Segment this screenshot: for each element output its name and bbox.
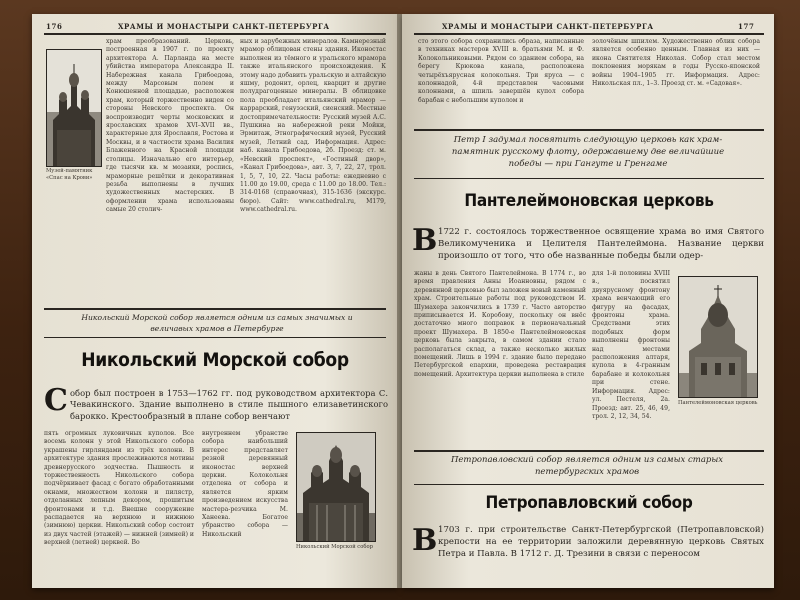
petropavlovsk-quote: Петропавловский собор является одним из самых старых петербургских храмов	[450, 455, 724, 478]
spas-photo-caption: Музей-памятник «Спас на Крови»	[46, 168, 93, 181]
panteleimon-intro: 1722 г. состоялось торжественное освящение храма во имя Святого Великомученика и Целителя Пантелеймона. Название церкви произошло от того, что обе названные победы были одер-	[438, 227, 764, 261]
panteleimon-church-photo	[678, 276, 758, 398]
nikolsky-photo-caption: Никольский Морской собор	[296, 544, 373, 550]
right-running-head: ХРАМЫ И МОНАСТЫРИ САНКТ-ПЕТЕРБУРГА	[442, 22, 654, 31]
nikolsky-cathedral-photo	[296, 432, 376, 542]
right-page	[402, 14, 774, 588]
nikolsky-quote: Никольский Морской собор является одним из самых значимых и величавых храмов в Петербурге	[81, 313, 353, 333]
right-separator-top	[414, 129, 764, 131]
petropavlovsk-heading: Петропавловский собор	[485, 493, 693, 513]
panteleimon-heading: Пантелеймоновская церковь	[464, 191, 714, 211]
nikolsky-intro: обор был построен в 1753—1762 гг. под руководством архитектора С. Чевакинского. Здание выполнено в стиле пышного елизаветинского барокко. Крестообразный в плане собор венчают	[70, 388, 388, 421]
panteleimon-column-1: жаны в день Святого Пантелеймона. В 1774 г., во время правления Анны Иоанновны, рядом с деревянной церковью был заложен новый каменный храм. Строительные работы под руководством И. Шумахера закончились в 1739 г. Часто авторство приписывается И. Коробову, поскольку он внёс достаточно много поправок в первоначальный проект Шумахера. В 1850-е Пантелеймоновская церковь была закрыта, в самом здании стало располагаться склад, а также несколько жилых помещений. Лишь в 1994 г. здание было передано Петербургской епархии, проведена реставрация помещений. Архитектура церкви выполнена в стиле	[414, 270, 586, 378]
nikolsky-heading: Никольский Морской собор	[81, 349, 349, 371]
petropavlovsk-dropcap: В	[412, 523, 438, 558]
nikolsky-dropcap: С	[44, 383, 68, 418]
left-separator-bottom	[44, 337, 386, 338]
right-separator-bottom	[414, 178, 764, 179]
panteleimon-photo-caption: Пантелеймоновская церковь	[678, 400, 758, 406]
panteleimon-dropcap: В	[412, 223, 438, 258]
spas-na-krovi-photo	[46, 49, 102, 167]
right-head-rule	[414, 33, 764, 35]
right-top-column-2: золочёным шпилем. Художественно облик собора является особенно ценным. Главная из них — икона Святителя Николая. Собор стал местом поклонения морякам в годы Русско-японской войны 1904–1905 гг. Информация. Адрес: Никольская пл., 1–3. Проезд ст. м. «Садовая».	[592, 38, 760, 88]
nikolsky-column-2: внутреннем убранстве собора наибольший интерес представляет резной деревянный иконостас верхней церкви. Колокольня отделена от собора и является ярким произведением искусства мастера-резчика М. Ханеева. Богатое убранство собора — Никольский	[202, 430, 288, 538]
petropavlovsk-intro: 1703 г. при строительстве Санкт-Петербургской (Петропавловской) крепости на ее территории заложили деревянную церковь Святых Петра и Павла. В 1712 г. Д. Трезини в связи с переносом	[438, 525, 764, 559]
right-separator-2-bottom	[414, 484, 764, 485]
right-top-column-1: сто этого собора сохранились образа, написанные в техниках мастеров XVIII в. братьями М. и Ф. Колокольниковыми. Рядом со зданием собора, на берегу Крюкова канала, расположена четырёхъярусная колокольня. Три яруса — с колоннадой, 4-й представлен часовыми колоннами, а шпиль завершён купол собора барабан с небольшим куполом и	[418, 38, 584, 104]
right-page-number: 177	[738, 22, 755, 31]
left-top-column-1: храм преобразований. Церковь, построенная в 1907 г. по проекту архитектора А. Парланда на месте убийства императора Александра II. Набережная канала Грибоедова, между Марсовым полем и Конюшенной площадью, расположен храм, который торжественно виден со стороны Невского проспекта. Он воспроизводит черты московских и ярославских храмов XVI–XVII вв., характерные для Ярославля, Ростова и Москвы, и в частности храма Василия Блаженного на Красной площади столицы. Изначально его интерьер, где тысячи кв. м мозаики, роспись, мраморные решётки и декоративная резьба выполнены в лучших художественных мастерских. В оформлении храма использованы самые 20 столич-	[106, 38, 234, 214]
panteleimon-column-2: для 1-й половины XVIII в., посвятил двуярусному фронтону храма венчающий его фигуру на фасадах, фронтоны храма. Средствами этих подобных форм выполнены фронтоны над местами расположения алтаря, купола в 4-гранным барабане и колокольня при стене. Информация. Адрес: ул. Пестеля, 2а. Проезд: авт. 25, 46, 49, трол. 2, 12, 34, 54.	[592, 270, 670, 420]
panteleimon-quote: Петр I задумал посвятить следующую церковь как храм-памятник русскому флоту, одержавшему две величайшие победы — при Гангуте и Гренгаме	[451, 135, 725, 170]
left-separator-top	[44, 308, 386, 310]
right-separator-2-top	[414, 450, 764, 452]
left-running-head: ХРАМЫ И МОНАСТЫРИ САНКТ-ПЕТЕРБУРГА	[118, 22, 330, 31]
nikolsky-column-1: пять огромных луковичных куполов. Все восемь колонн у этой Никольского собора украшены гирляндами из трёх колонн. В архитектуре здания прослеживаются мотивы древнерусского зодчества. Пышность и торжественность Никольского собора подчёркивает фасад с богато обработанными окнами, множеством колонн и пилястр, отделанных лепным декором, прошитым фронтонами и т.д. Внешне сооружение распадается на верхнюю и нижнюю (зимнюю) церкви. Никольский собор состоит из двух частей (этажей) — нижней (зимней) и верхней (летней) церквей. Во	[44, 430, 194, 547]
left-top-column-2: ных и зарубежных минералов. Камнерезный мрамор облицован стены здания. Иконостас выполнен из тёмного и уральского мрамора также итальянского происхождения. К этому надо добавить уральскую и алтайскую яшму, родонит, орлец, кварцит и другие полудрагоценные минералы. В облицовке пола преобладает итальянский мрамор — каррарский, генуэзский, сиенский. Местные достопримечательности: Русский музей А.С. Пушкина на набережной реки Мойки, Эрмитаж, Этнографический музей, Русский музей, Летний сад. Информация. Адрес: наб. канала Грибоедова, 2б. Проезд: ст. м. «Невский проспект», «Гостиный двор», «Канал Грибоедова», авт. 3, 7, 22, 27, трол. 1, 5, 7, 10, 22. Часы работы: ежедневно с 11.00 до 19.00, среда с 11.00 до 18.00. Тел.: 314-0168 (справочная), 315-1636 (экскурс. бюро). Сайт: www.cathedral.ru, M179, www.cathedral.ru.	[240, 38, 386, 214]
left-page-number: 176	[46, 22, 63, 31]
left-page	[32, 14, 398, 588]
left-head-rule	[44, 33, 386, 35]
